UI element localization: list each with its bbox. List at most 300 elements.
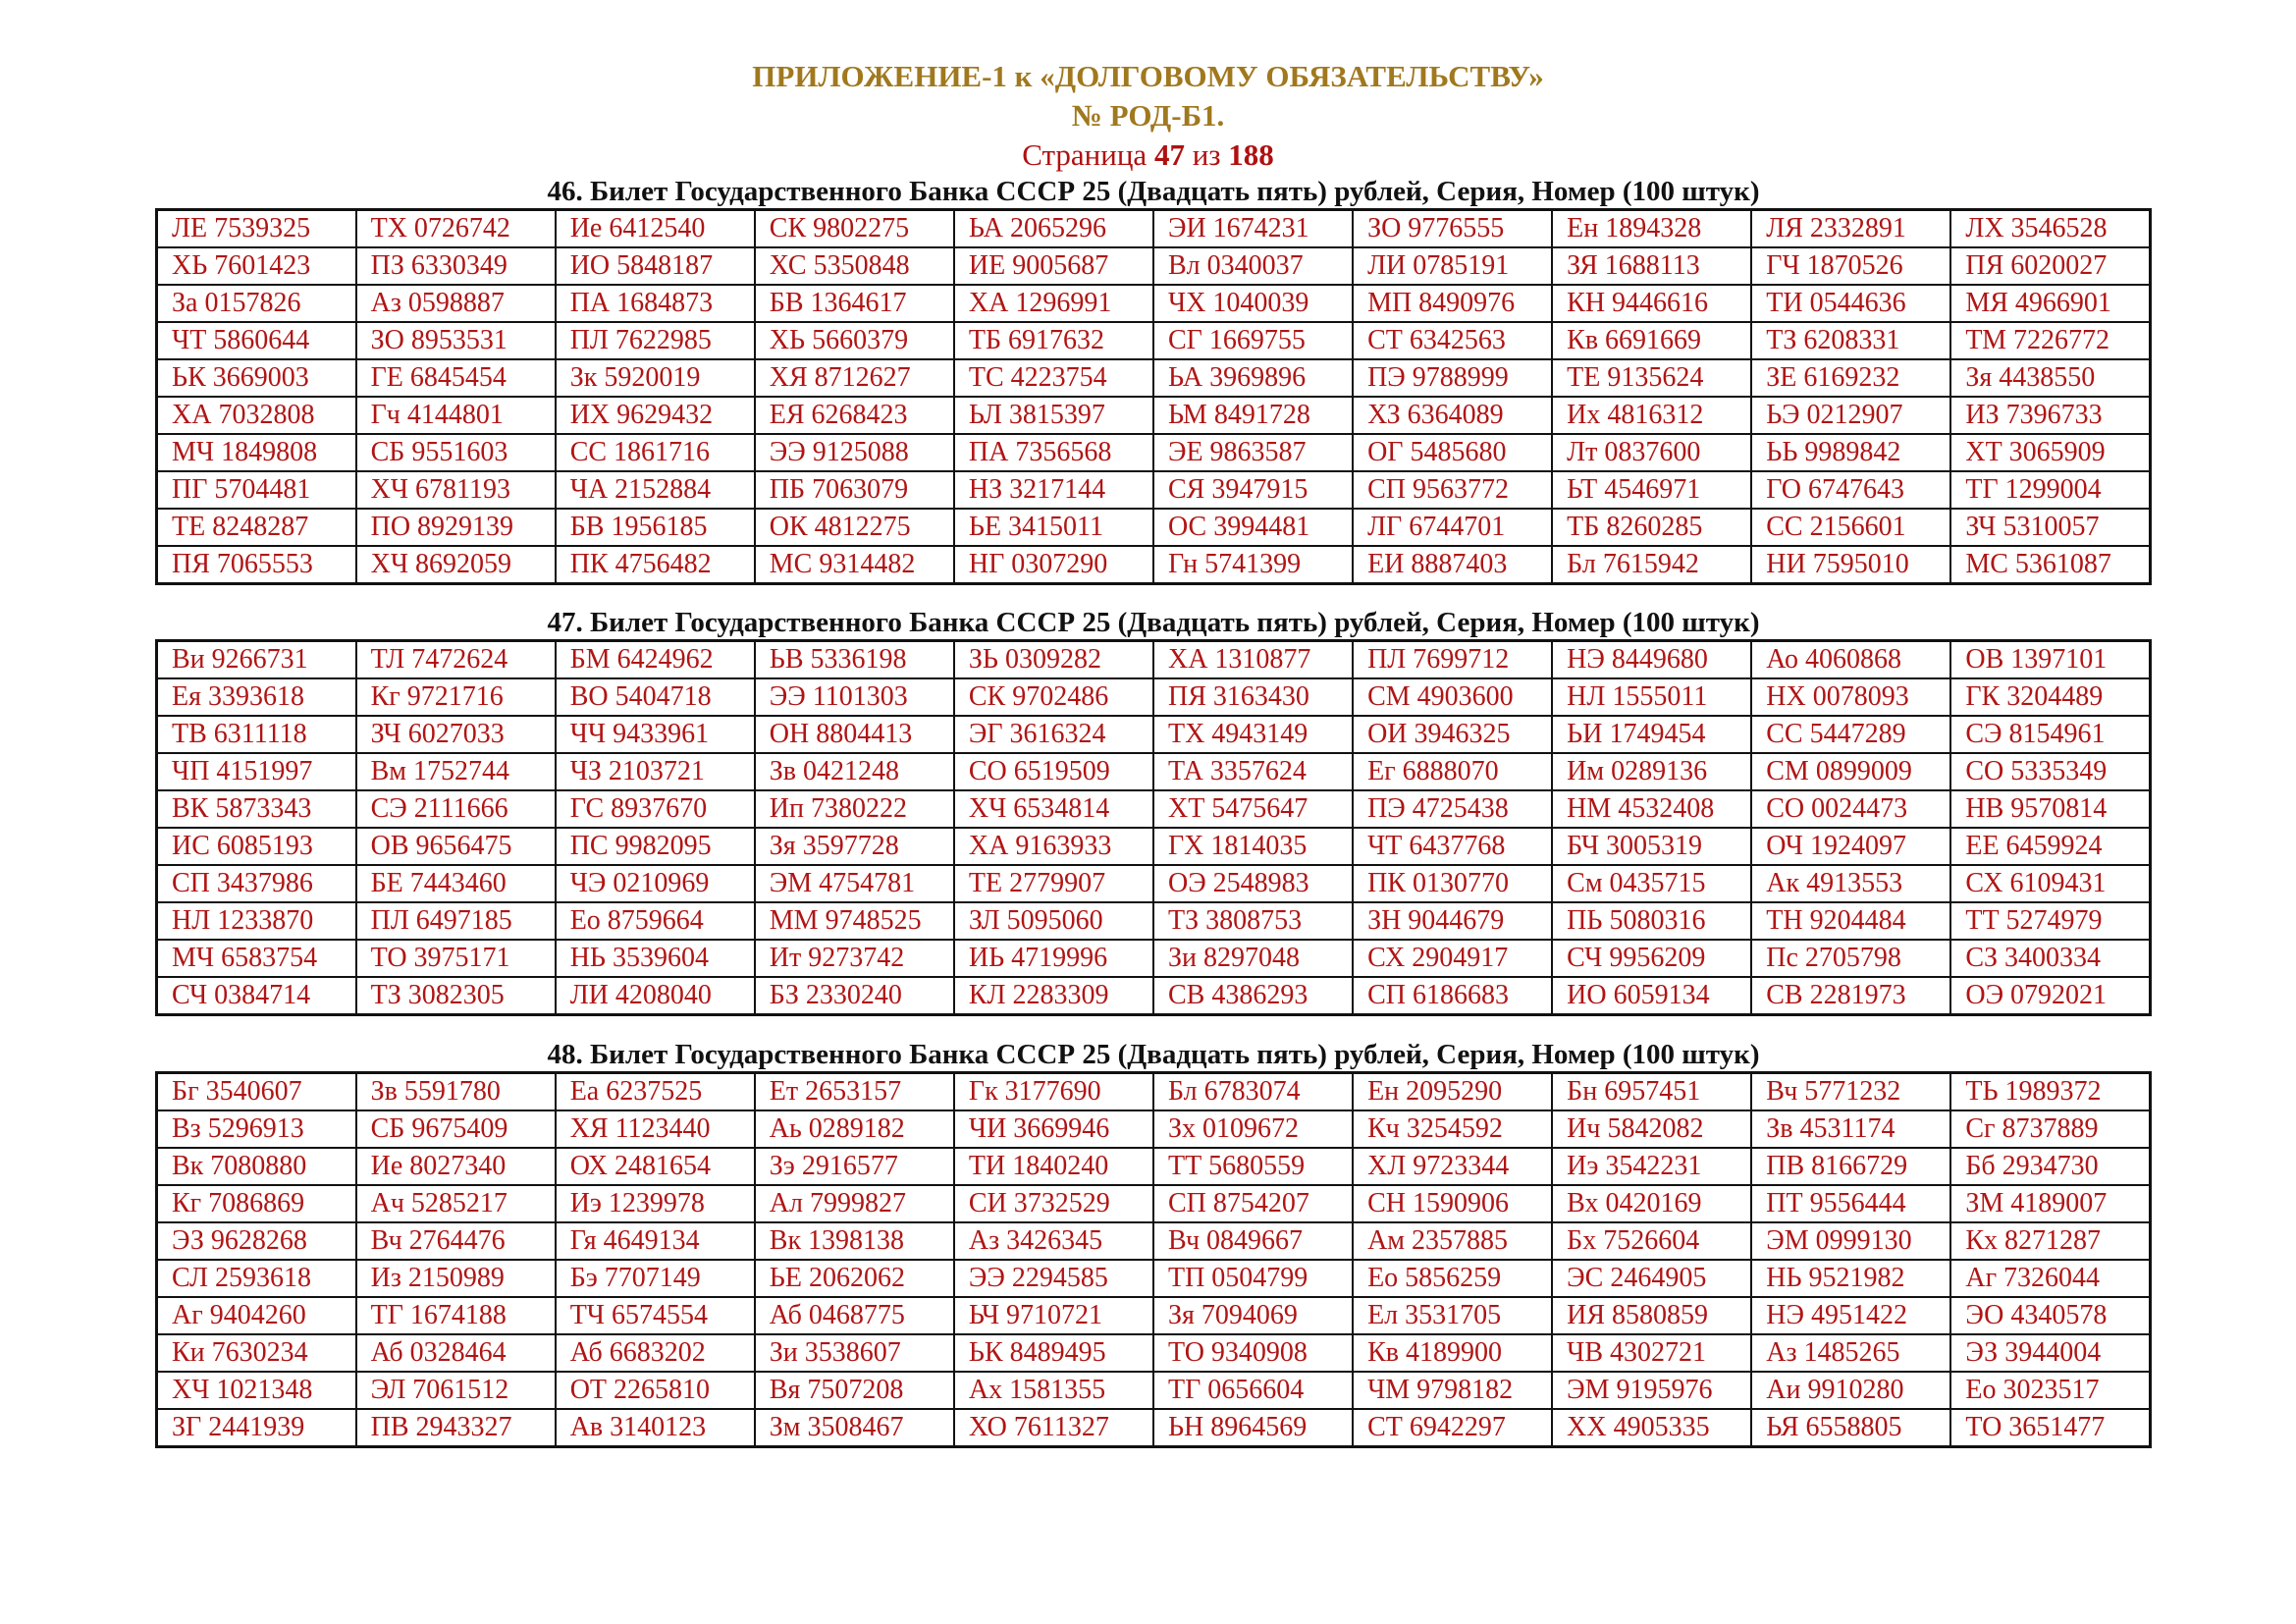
serial-number-cell: ХЗ 6364089 <box>1353 397 1552 434</box>
serial-number-cell: ПС 9982095 <box>556 828 755 865</box>
serial-number-cell: НХ 0078093 <box>1751 678 1950 716</box>
serial-number-cell: Зя 4438550 <box>1950 359 2150 397</box>
serial-number-cell: ЗЯ 1688113 <box>1552 247 1751 285</box>
serial-number-cell: ТГ 1299004 <box>1950 471 2150 509</box>
serial-number-cell: ИЯ 8580859 <box>1552 1297 1751 1334</box>
serial-number-cell: ПА 1684873 <box>556 285 755 322</box>
serial-number-cell: СЭ 2111666 <box>356 790 556 828</box>
serial-number-cell: БЧ 3005319 <box>1552 828 1751 865</box>
serial-number-cell: ЗГ 2441939 <box>157 1409 356 1447</box>
serial-number-cell: ЗЧ 6027033 <box>356 716 556 753</box>
table-row <box>157 285 2151 322</box>
serial-number-cell: Бб 2934730 <box>1950 1148 2150 1185</box>
serial-number-cell: ИС 6085193 <box>157 828 356 865</box>
serial-number-cell: ХА 1296991 <box>954 285 1153 322</box>
serial-number-cell: ПТ 9556444 <box>1751 1185 1950 1222</box>
serial-number-cell: ПГ 5704481 <box>157 471 356 509</box>
serial-number-cell: ВК 5873343 <box>157 790 356 828</box>
serial-number-cell: ЛХ 3546528 <box>1950 210 2150 248</box>
serial-number-cell: Гн 5741399 <box>1153 546 1353 584</box>
table-row <box>157 977 2151 1015</box>
serial-number-cell: ТБ 8260285 <box>1552 509 1751 546</box>
serial-number-cell: ЧЗ 2103721 <box>556 753 755 790</box>
serial-number-cell: Гк 3177690 <box>954 1073 1153 1111</box>
banknote-section-48 <box>155 1038 2152 1448</box>
serial-number-cell: ЧХ 1040039 <box>1153 285 1353 322</box>
serial-number-cell: ЬЛ 3815397 <box>954 397 1153 434</box>
serial-number-cell: ИО 5848187 <box>556 247 755 285</box>
serial-number-cell: Вм 1752744 <box>356 753 556 790</box>
serial-number-cell: Зх 0109672 <box>1153 1110 1353 1148</box>
serial-number-cell: Бл 6783074 <box>1153 1073 1353 1111</box>
banknote-section-46 <box>155 175 2152 585</box>
serial-number-cell: ТП 0504799 <box>1153 1260 1353 1297</box>
table-row <box>157 546 2151 584</box>
serial-number-cell: ОВ 1397101 <box>1950 641 2150 679</box>
section-title: 47. Билет Государственного Банка СССР 25 (Двадцать пять) рублей, Серия, Номер (100 штук) <box>547 607 1760 638</box>
serial-number-cell: Бл 7615942 <box>1552 546 1751 584</box>
serial-number-cell: ПВ 2943327 <box>356 1409 556 1447</box>
serial-number-cell: ЬА 3969896 <box>1153 359 1353 397</box>
serial-number-cell: Им 0289136 <box>1552 753 1751 790</box>
serial-number-cell: СХ 2904917 <box>1353 940 1552 977</box>
serial-number-cell: Ео 8759664 <box>556 902 755 940</box>
serial-number-cell: Аг 9404260 <box>157 1297 356 1334</box>
serial-number-cell: Сг 8737889 <box>1950 1110 2150 1148</box>
serial-number-cell: Вч 5771232 <box>1751 1073 1950 1111</box>
serial-number-cell: ГК 3204489 <box>1950 678 2150 716</box>
serial-number-cell: ХЬ 5660379 <box>755 322 954 359</box>
serial-number-cell: ПВ 8166729 <box>1751 1148 1950 1185</box>
serial-number-cell: ХЯ 1123440 <box>556 1110 755 1148</box>
serial-number-cell: Зя 7094069 <box>1153 1297 1353 1334</box>
serial-number-cell: СЗ 3400334 <box>1950 940 2150 977</box>
serial-number-cell: СП 8754207 <box>1153 1185 1353 1222</box>
serial-number-cell: ТВ 6311118 <box>157 716 356 753</box>
serial-number-cell: СБ 9551603 <box>356 434 556 471</box>
table-row <box>157 210 2151 248</box>
serial-number-cell: ИО 6059134 <box>1552 977 1751 1015</box>
table-row <box>157 902 2151 940</box>
appendix-title: ПРИЛОЖЕНИЕ-1 к «ДОЛГОВОМУ ОБЯЗАТЕЛЬСТВУ» <box>752 59 1544 93</box>
serial-number-cell: ЬМ 8491728 <box>1153 397 1353 434</box>
serial-number-cell: НЬ 3539604 <box>556 940 755 977</box>
serial-number-cell: Вк 1398138 <box>755 1222 954 1260</box>
document-header <box>0 57 2296 175</box>
serial-number-cell: Ея 3393618 <box>157 678 356 716</box>
serial-number-cell: ЬВ 5336198 <box>755 641 954 679</box>
table-row <box>157 865 2151 902</box>
serial-number-cell: ТИ 0544636 <box>1751 285 1950 322</box>
serial-number-cell: Ие 6412540 <box>556 210 755 248</box>
serial-number-cell: ПЛ 7699712 <box>1353 641 1552 679</box>
serial-number-cell: ПЛ 6497185 <box>356 902 556 940</box>
serial-number-cell: НЛ 1233870 <box>157 902 356 940</box>
serial-number-cell: Бэ 7707149 <box>556 1260 755 1297</box>
serial-number-cell: ИХ 9629432 <box>556 397 755 434</box>
serial-number-cell: ПЛ 7622985 <box>556 322 755 359</box>
serial-number-cell: ХА 7032808 <box>157 397 356 434</box>
table-row <box>157 1110 2151 1148</box>
serial-number-cell: ИЬ 4719996 <box>954 940 1153 977</box>
serial-number-cell: ЭМ 0999130 <box>1751 1222 1950 1260</box>
serial-number-cell: ТТ 5274979 <box>1950 902 2150 940</box>
serial-number-cell: ХО 7611327 <box>954 1409 1153 1447</box>
serial-number-cell: ЬЯ 6558805 <box>1751 1409 1950 1447</box>
serial-number-cell: Гя 4649134 <box>556 1222 755 1260</box>
serial-number-cell: ТГ 1674188 <box>356 1297 556 1334</box>
serial-number-cell: НЬ 9521982 <box>1751 1260 1950 1297</box>
serial-number-cell: СТ 6942297 <box>1353 1409 1552 1447</box>
serial-number-cell: ОЭ 0792021 <box>1950 977 2150 1015</box>
serial-number-cell: ОХ 2481654 <box>556 1148 755 1185</box>
table-row <box>157 434 2151 471</box>
serial-number-cell: ТМ 7226772 <box>1950 322 2150 359</box>
serial-number-cell: СИ 3732529 <box>954 1185 1153 1222</box>
serial-number-cell: ХТ 3065909 <box>1950 434 2150 471</box>
serial-number-cell: См 0435715 <box>1552 865 1751 902</box>
serial-number-cell: ЭЭ 2294585 <box>954 1260 1153 1297</box>
serial-number-cell: Ач 5285217 <box>356 1185 556 1222</box>
serial-number-cell: НЭ 4951422 <box>1751 1297 1950 1334</box>
table-row <box>157 1148 2151 1185</box>
serial-number-cell: ОЭ 2548983 <box>1153 865 1353 902</box>
serial-number-cell: ЭЭ 1101303 <box>755 678 954 716</box>
serial-number-cell: ТЬ 1989372 <box>1950 1073 2150 1111</box>
serial-number-cell: ЭМ 4754781 <box>755 865 954 902</box>
page-of-label: из <box>1192 137 1221 172</box>
serial-number-cell: ЭМ 9195976 <box>1552 1372 1751 1409</box>
table-row <box>157 641 2151 679</box>
serial-number-cell: НЛ 1555011 <box>1552 678 1751 716</box>
serial-number-cell: СС 2156601 <box>1751 509 1950 546</box>
serial-number-cell: ГС 8937670 <box>556 790 755 828</box>
serial-number-cell: БЕ 7443460 <box>356 865 556 902</box>
table-row <box>157 940 2151 977</box>
serial-number-cell: КЛ 2283309 <box>954 977 1153 1015</box>
serial-number-cell: Аб 0468775 <box>755 1297 954 1334</box>
serial-number-cell: ЬИ 1749454 <box>1552 716 1751 753</box>
serial-number-cell: ЗЧ 5310057 <box>1950 509 2150 546</box>
serial-number-cell: Аб 0328464 <box>356 1334 556 1372</box>
serial-number-cell: ТЛ 7472624 <box>356 641 556 679</box>
serial-number-cell: Кч 3254592 <box>1353 1110 1552 1148</box>
serial-number-cell: ИЗ 7396733 <box>1950 397 2150 434</box>
serial-number-cell: СМ 4903600 <box>1353 678 1552 716</box>
serial-number-cell: ОИ 3946325 <box>1353 716 1552 753</box>
serial-number-cell: ЛЕ 7539325 <box>157 210 356 248</box>
serial-number-cell: ОС 3994481 <box>1153 509 1353 546</box>
serial-number-cell: МЯ 4966901 <box>1950 285 2150 322</box>
serial-number-cell: ЕИ 8887403 <box>1353 546 1552 584</box>
serial-number-cell: СП 6186683 <box>1353 977 1552 1015</box>
serial-number-cell: Ав 3140123 <box>556 1409 755 1447</box>
document-number: № РОД-Б1. <box>1071 98 1225 133</box>
serial-number-cell: ЧЧ 9433961 <box>556 716 755 753</box>
serial-number-cell: ЗО 8953531 <box>356 322 556 359</box>
serial-number-cell: Зк 5920019 <box>556 359 755 397</box>
serial-number-cell: Вх 0420169 <box>1552 1185 1751 1222</box>
serial-number-cell: Аг 7326044 <box>1950 1260 2150 1297</box>
serial-number-cell: Вз 5296913 <box>157 1110 356 1148</box>
table-row <box>157 1222 2151 1260</box>
serial-number-cell: Кг 9721716 <box>356 678 556 716</box>
table-row <box>157 322 2151 359</box>
serial-number-cell: ГО 6747643 <box>1751 471 1950 509</box>
serial-number-cell: ЧЭ 0210969 <box>556 865 755 902</box>
serial-number-cell: ТБ 6917632 <box>954 322 1153 359</box>
serial-number-cell: ТЗ 3082305 <box>356 977 556 1015</box>
serial-number-cell: ЬА 2065296 <box>954 210 1153 248</box>
serial-number-cell: Ао 4060868 <box>1751 641 1950 679</box>
serial-number-cell: ТЕ 9135624 <box>1552 359 1751 397</box>
serial-number-cell: Ви 9266731 <box>157 641 356 679</box>
serial-number-cell: ХХ 4905335 <box>1552 1409 1751 1447</box>
table-row <box>157 1372 2151 1409</box>
page-total: 188 <box>1228 137 1274 172</box>
serial-number-cell: ЭО 4340578 <box>1950 1297 2150 1334</box>
serial-number-cell: Ал 7999827 <box>755 1185 954 1222</box>
serial-number-cell: ПО 8929139 <box>356 509 556 546</box>
serial-number-cell: Ит 9273742 <box>755 940 954 977</box>
serial-number-cell: ТН 9204484 <box>1751 902 1950 940</box>
serial-number-cell: ЗО 9776555 <box>1353 210 1552 248</box>
serial-number-cell: Ет 2653157 <box>755 1073 954 1111</box>
serial-number-cell: ЭЛ 7061512 <box>356 1372 556 1409</box>
serial-number-cell: НГ 0307290 <box>954 546 1153 584</box>
serial-number-cell: ОВ 9656475 <box>356 828 556 865</box>
serial-number-cell: ЬЕ 2062062 <box>755 1260 954 1297</box>
serial-number-cell: Ки 7630234 <box>157 1334 356 1372</box>
serial-number-cell: ЗМ 4189007 <box>1950 1185 2150 1222</box>
serial-number-cell: СЧ 9956209 <box>1552 940 1751 977</box>
serial-number-cell: ТХ 4943149 <box>1153 716 1353 753</box>
serial-number-cell: ХА 9163933 <box>954 828 1153 865</box>
serial-number-cell: Лт 0837600 <box>1552 434 1751 471</box>
serial-number-cell: Ео 5856259 <box>1353 1260 1552 1297</box>
serial-table <box>155 208 2152 585</box>
serial-number-cell: ЧА 2152884 <box>556 471 755 509</box>
serial-number-cell: Вч 2764476 <box>356 1222 556 1260</box>
serial-number-cell: ХЯ 8712627 <box>755 359 954 397</box>
serial-number-cell: ЬЕ 3415011 <box>954 509 1153 546</box>
serial-table <box>155 639 2152 1016</box>
table-row <box>157 359 2151 397</box>
page-current: 47 <box>1153 137 1185 172</box>
serial-number-cell: НЗ 3217144 <box>954 471 1153 509</box>
serial-number-cell: Вк 7080880 <box>157 1148 356 1185</box>
serial-number-cell: Аз 0598887 <box>356 285 556 322</box>
table-row <box>157 247 2151 285</box>
serial-number-cell: ЭЕ 9863587 <box>1153 434 1353 471</box>
serial-number-cell: ПЭ 4725438 <box>1353 790 1552 828</box>
serial-number-cell: ГЧ 1870526 <box>1751 247 1950 285</box>
serial-number-cell: Аз 3426345 <box>954 1222 1153 1260</box>
serial-number-cell: КН 9446616 <box>1552 285 1751 322</box>
serial-number-cell: Бх 7526604 <box>1552 1222 1751 1260</box>
serial-number-cell: ПБ 7063079 <box>755 471 954 509</box>
serial-number-cell: ММ 9748525 <box>755 902 954 940</box>
serial-number-cell: Пс 2705798 <box>1751 940 1950 977</box>
serial-number-cell: ПЭ 9788999 <box>1353 359 1552 397</box>
serial-number-cell: Зи 3538607 <box>755 1334 954 1372</box>
serial-number-cell: ОК 4812275 <box>755 509 954 546</box>
serial-number-cell: Их 4816312 <box>1552 397 1751 434</box>
serial-number-cell: Аи 9910280 <box>1751 1372 1950 1409</box>
serial-number-cell: ХЧ 6534814 <box>954 790 1153 828</box>
serial-number-cell: ТЕ 2779907 <box>954 865 1153 902</box>
serial-number-cell: ПЯ 7065553 <box>157 546 356 584</box>
serial-number-cell: Гч 4144801 <box>356 397 556 434</box>
table-row <box>157 716 2151 753</box>
serial-number-cell: ХЧ 6781193 <box>356 471 556 509</box>
serial-number-cell: ПЬ 5080316 <box>1552 902 1751 940</box>
serial-number-cell: ХЧ 1021348 <box>157 1372 356 1409</box>
serial-number-cell: ПК 4756482 <box>556 546 755 584</box>
serial-number-cell: ЗЛ 5095060 <box>954 902 1153 940</box>
serial-number-cell: Вл 0340037 <box>1153 247 1353 285</box>
serial-number-cell: ЧП 4151997 <box>157 753 356 790</box>
serial-number-cell: Ел 3531705 <box>1353 1297 1552 1334</box>
serial-number-cell: СП 9563772 <box>1353 471 1552 509</box>
serial-number-cell: ХЧ 8692059 <box>356 546 556 584</box>
serial-number-cell: СЭ 8154961 <box>1950 716 2150 753</box>
serial-number-cell: ТО 3975171 <box>356 940 556 977</box>
banknote-section-47 <box>155 606 2152 1016</box>
serial-number-cell: Ам 2357885 <box>1353 1222 1552 1260</box>
table-row <box>157 1260 2151 1297</box>
serial-number-cell: Ак 4913553 <box>1751 865 1950 902</box>
serial-number-cell: Ип 7380222 <box>755 790 954 828</box>
serial-number-cell: ТО 3651477 <box>1950 1409 2150 1447</box>
table-row <box>157 753 2151 790</box>
serial-number-cell: ТС 4223754 <box>954 359 1153 397</box>
serial-number-cell: СП 3437986 <box>157 865 356 902</box>
serial-number-cell: ЭЭ 9125088 <box>755 434 954 471</box>
serial-number-cell: ХА 1310877 <box>1153 641 1353 679</box>
table-row <box>157 1409 2151 1447</box>
table-row <box>157 471 2151 509</box>
serial-number-cell: ЛИ 4208040 <box>556 977 755 1015</box>
serial-number-cell: СБ 9675409 <box>356 1110 556 1148</box>
table-row <box>157 397 2151 434</box>
table-row <box>157 1185 2151 1222</box>
serial-number-cell: СВ 4386293 <box>1153 977 1353 1015</box>
serial-number-cell: ЛИ 0785191 <box>1353 247 1552 285</box>
serial-number-cell: ХЬ 7601423 <box>157 247 356 285</box>
serial-number-cell: Зм 3508467 <box>755 1409 954 1447</box>
serial-number-cell: СК 9702486 <box>954 678 1153 716</box>
serial-number-cell: ТИ 1840240 <box>954 1148 1153 1185</box>
serial-number-cell: СС 5447289 <box>1751 716 1950 753</box>
serial-number-cell: ВО 5404718 <box>556 678 755 716</box>
serial-number-cell: ЭЗ 9628268 <box>157 1222 356 1260</box>
serial-number-cell: Из 2150989 <box>356 1260 556 1297</box>
serial-number-cell: ЭС 2464905 <box>1552 1260 1751 1297</box>
serial-number-cell: МЧ 6583754 <box>157 940 356 977</box>
serial-number-cell: ХС 5350848 <box>755 247 954 285</box>
page-label: Страница <box>1022 137 1148 172</box>
serial-number-cell: СГ 1669755 <box>1153 322 1353 359</box>
serial-number-cell: ОН 8804413 <box>755 716 954 753</box>
table-row <box>157 790 2151 828</box>
serial-number-cell: ХЛ 9723344 <box>1353 1148 1552 1185</box>
serial-number-cell: Вя 7507208 <box>755 1372 954 1409</box>
serial-number-cell: Зв 5591780 <box>356 1073 556 1111</box>
serial-number-cell: ИЕ 9005687 <box>954 247 1153 285</box>
serial-number-cell: ЛГ 6744701 <box>1353 509 1552 546</box>
serial-number-cell: Аь 0289182 <box>755 1110 954 1148</box>
serial-number-cell: МП 8490976 <box>1353 285 1552 322</box>
serial-number-cell: ПК 0130770 <box>1353 865 1552 902</box>
serial-number-cell: СЧ 0384714 <box>157 977 356 1015</box>
serial-number-cell: ЕЯ 6268423 <box>755 397 954 434</box>
serial-number-cell: СВ 2281973 <box>1751 977 1950 1015</box>
serial-number-cell: ТТ 5680559 <box>1153 1148 1353 1185</box>
serial-number-cell: БЗ 2330240 <box>755 977 954 1015</box>
serial-number-cell: Ах 1581355 <box>954 1372 1153 1409</box>
serial-number-cell: Кх 8271287 <box>1950 1222 2150 1260</box>
serial-number-cell: Зв 0421248 <box>755 753 954 790</box>
serial-table <box>155 1071 2152 1448</box>
section-title: 46. Билет Государственного Банка СССР 25 (Двадцать пять) рублей, Серия, Номер (100 штук) <box>547 176 1760 207</box>
serial-number-cell: БМ 6424962 <box>556 641 755 679</box>
serial-number-cell: ЬТ 4546971 <box>1552 471 1751 509</box>
serial-number-cell: ТХ 0726742 <box>356 210 556 248</box>
serial-number-cell: НЭ 8449680 <box>1552 641 1751 679</box>
serial-number-cell: ЕЕ 6459924 <box>1950 828 2150 865</box>
serial-number-cell: БВ 1956185 <box>556 509 755 546</box>
serial-number-cell: Зв 4531174 <box>1751 1110 1950 1148</box>
serial-number-cell: Ич 5842082 <box>1552 1110 1751 1148</box>
serial-number-cell: ЗЕ 6169232 <box>1751 359 1950 397</box>
serial-number-cell: БВ 1364617 <box>755 285 954 322</box>
serial-number-cell: ЭЗ 3944004 <box>1950 1334 2150 1372</box>
serial-number-cell: ЛЯ 2332891 <box>1751 210 1950 248</box>
serial-number-cell: Зэ 2916577 <box>755 1148 954 1185</box>
serial-number-cell: ГХ 1814035 <box>1153 828 1353 865</box>
serial-number-cell: Бн 6957451 <box>1552 1073 1751 1111</box>
page-indicator <box>0 135 2296 175</box>
serial-number-cell: Вч 0849667 <box>1153 1222 1353 1260</box>
serial-number-cell: ЭГ 3616324 <box>954 716 1153 753</box>
serial-number-cell: ЬЭ 0212907 <box>1751 397 1950 434</box>
serial-number-cell: Кв 4189900 <box>1353 1334 1552 1372</box>
serial-number-cell: ЗЬ 0309282 <box>954 641 1153 679</box>
serial-number-cell: МС 9314482 <box>755 546 954 584</box>
serial-number-cell: СХ 6109431 <box>1950 865 2150 902</box>
serial-number-cell: СЛ 2593618 <box>157 1260 356 1297</box>
serial-number-cell: ТЗ 6208331 <box>1751 322 1950 359</box>
serial-number-cell: ТГ 0656604 <box>1153 1372 1353 1409</box>
serial-number-cell: СМ 0899009 <box>1751 753 1950 790</box>
table-row <box>157 509 2151 546</box>
serial-number-cell: ЬК 3669003 <box>157 359 356 397</box>
section-title: 48. Билет Государственного Банка СССР 25 (Двадцать пять) рублей, Серия, Номер (100 штук) <box>547 1039 1760 1070</box>
serial-number-cell: За 0157826 <box>157 285 356 322</box>
serial-number-cell: ПЯ 3163430 <box>1153 678 1353 716</box>
serial-number-cell: ОТ 2265810 <box>556 1372 755 1409</box>
serial-number-cell: ЧВ 4302721 <box>1552 1334 1751 1372</box>
serial-number-cell: ЬН 8964569 <box>1153 1409 1353 1447</box>
serial-number-cell: ЧТ 6437768 <box>1353 828 1552 865</box>
serial-number-cell: СК 9802275 <box>755 210 954 248</box>
serial-number-cell: Бг 3540607 <box>157 1073 356 1111</box>
serial-number-cell: ЬК 8489495 <box>954 1334 1153 1372</box>
table-row <box>157 828 2151 865</box>
serial-number-cell: ПЗ 6330349 <box>356 247 556 285</box>
serial-number-cell: НИ 7595010 <box>1751 546 1950 584</box>
